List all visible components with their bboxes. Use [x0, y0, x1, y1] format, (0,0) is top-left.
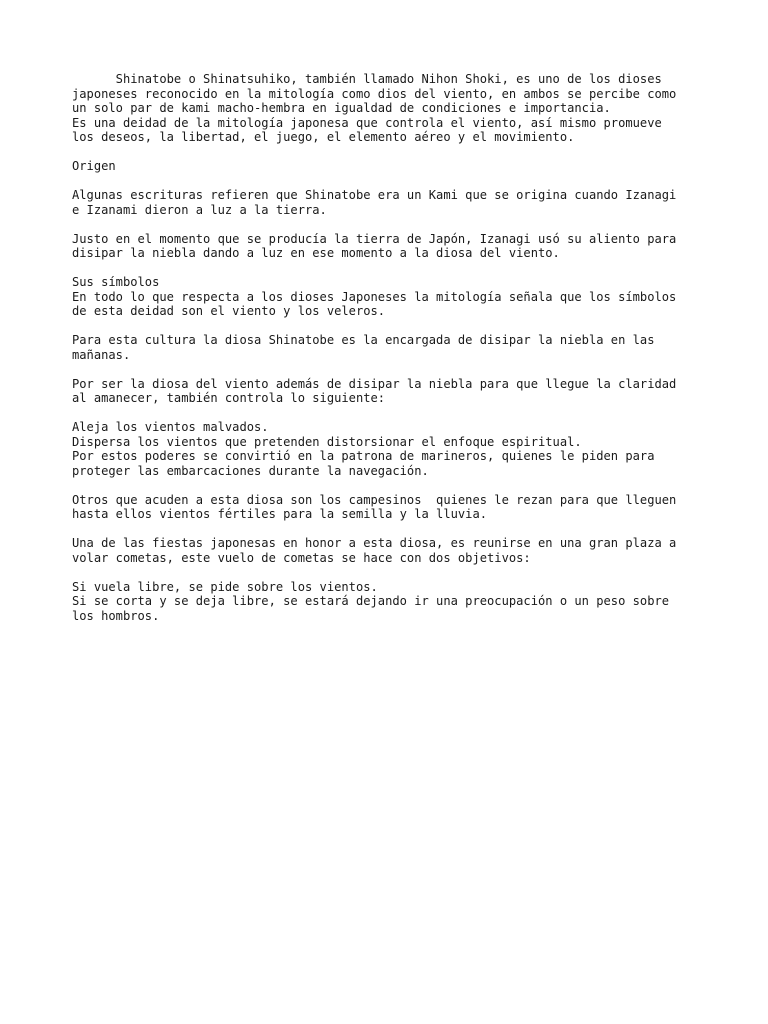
- text-line: [72, 174, 712, 189]
- text-line: Si vuela libre, se pide sobre los vientos.: [72, 579, 378, 594]
- text-line: un solo par de kami macho-hembra en igualdad de condiciones e importancia.: [72, 101, 611, 115]
- text-line: Dispersa los vientos que pretenden distorsionar el enfoque espiritual.: [72, 434, 582, 449]
- text-line: En todo lo que respecta a los dioses Japoneses la mitología señala que los símbolos: [72, 289, 677, 304]
- text-line: los hombros.: [72, 608, 160, 623]
- text-line: los deseos, la libertad, el juego, el elemento aéreo y el movimiento.: [72, 130, 575, 144]
- text-line: Si se corta y se deja libre, se estará dejando ir una preocupación o un peso sobre: [72, 594, 670, 608]
- text-line: [72, 406, 712, 421]
- text-line: Justo en el momento que se producía la tierra de Japón, Izanagi usó su aliento para: [72, 231, 677, 246]
- text-line: [72, 261, 712, 276]
- text-line: de esta deidad son el viento y los veleros.: [72, 304, 386, 318]
- text-line: Por ser la diosa del viento además de disipar la niebla para que llegue la claridad: [72, 376, 677, 391]
- text-line: Aleja los vientos malvados.: [72, 420, 269, 434]
- text-line: [72, 478, 712, 493]
- text-line: Otros que acuden a esta diosa son los campesinos quienes le rezan para que lleguen: [72, 492, 677, 507]
- text-line: japoneses reconocido en la mitología como dios del viento, en ambos se percibe como: [72, 86, 677, 101]
- text-line: mañanas.: [72, 347, 131, 362]
- text-line: [72, 565, 712, 580]
- text-line: [72, 217, 712, 232]
- document-page: [72, 72, 712, 623]
- text-line: Una de las fiestas japonesas en honor a esta diosa, es reunirse en una gran plaza a: [72, 536, 677, 550]
- text-line: Es una deidad de la mitología japonesa que controla el viento, así mismo promueve: [72, 115, 662, 130]
- text-line: Por estos poderes se convirtió en la patrona de marineros, quienes le piden para: [72, 449, 655, 463]
- text-line: Para esta cultura la diosa Shinatobe es la encargada de disipar la niebla en las: [72, 333, 655, 347]
- text-line: volar cometas, este vuelo de cometas se hace con dos objetivos:: [72, 550, 531, 565]
- text-line: al amanecer, también controla lo siguiente:: [72, 391, 386, 405]
- text-line: [72, 522, 712, 537]
- text-line: [72, 145, 712, 160]
- text-line: Shinatobe o Shinatsuhiko, también llamado Nihon Shoki, es uno de los dioses: [72, 72, 662, 86]
- text-line: [72, 319, 712, 334]
- text-line: [72, 362, 712, 377]
- text-line: hasta ellos vientos fértiles para la semilla y la lluvia.: [72, 507, 488, 521]
- text-line: Origen: [72, 159, 116, 173]
- text-line: Sus símbolos: [72, 275, 160, 289]
- text-line: proteger las embarcaciones durante la navegación.: [72, 463, 429, 478]
- text-line: e Izanami dieron a luz a la tierra.: [72, 202, 327, 217]
- text-line: Algunas escrituras refieren que Shinatobe era un Kami que se origina cuando Izanagi: [72, 188, 677, 202]
- text-line: disipar la niebla dando a luz en ese momento a la diosa del viento.: [72, 246, 560, 260]
